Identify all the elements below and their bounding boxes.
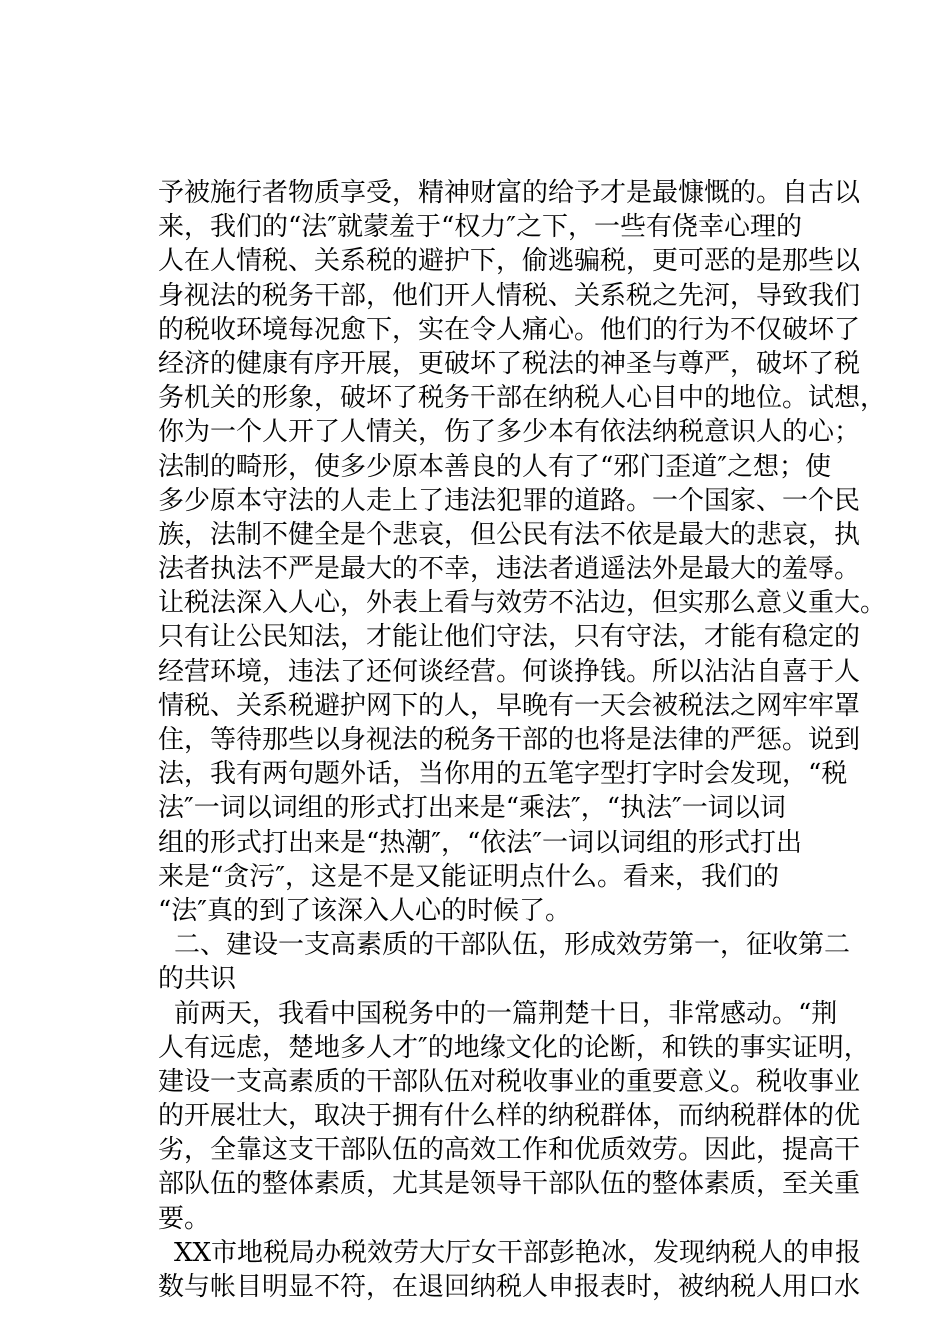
text-line: 只有让公民知法，才能让他们守法，只有守法，才能有稳定的 [158,622,861,653]
text-line: “法″真的到了该深入人心的时候了。 [158,895,572,926]
text-line: 住，等待那些以身视法的税务干部的也将是法律的严惩。说到 [158,725,861,755]
text-line: 组的形式打出来是“热潮″，“依法″一词以词组的形式打出 [158,827,803,858]
document-body [158,176,887,1304]
text-line: 法制的畸形，使多少原本善良的人有了“邪门歪道″之想；使 [158,451,832,482]
text-line: 劣，全靠这支干部队伍的高效工作和优质效劳。因此，提高干 [158,1135,861,1166]
text-line: 多少原本守法的人走上了违法犯罪的道路。一个国家、一个民 [158,485,861,516]
text-line: 人有远虑，楚地多人才″的地缘文化的论断，和铁的事实证明， [158,1032,870,1063]
text-line: 经营环境，违法了还何谈经营。何谈挣钱。所以沾沾自喜于人 [158,656,861,687]
text-line: 经济的健康有序开展，更破坏了税法的神圣与尊严，破坏了税 [158,348,861,379]
text-line: 让税法深入人心，外表上看与效劳不沾边，但实那么意义重大。 [158,588,887,619]
text-line: 建设一支高素质的干部队伍对税收事业的重要意义。税收事业 [158,1066,861,1097]
text-line: 部队伍的整体素质，尤其是领导干部队伍的整体素质，至关重 [158,1169,861,1200]
text-line: 的税收环境每况愈下，实在令人痛心。他们的行为不仅破坏了 [158,314,861,345]
text-line: 人在人情税、关系税的避护下，偷逃骗税，更可恶的是那些以 [158,246,861,277]
text-line: 数与帐目明显不符，在退回纳税人申报表时，被纳税人用口水 [158,1272,861,1302]
text-line: 来，我们的“法″就蒙羞于“权力″之下，一些有侥幸心理的 [158,212,803,243]
text-line: 的共识 [158,964,237,995]
section-heading: 二、建设一支高素质的干部队伍，形成效劳第一，征收第二 [174,930,851,961]
text-line: 务机关的形象，破坏了税务干部在纳税人心目中的地位。试想， [158,383,887,414]
text-line: 法，我有两句题外话，当你用的五笔字型打字时会发现，“税 [158,759,848,790]
text-line: 要。 [158,1203,211,1234]
text-line: 身视法的税务干部，他们开人情税、关系税之先河，导致我们 [158,280,861,311]
text-line: 予被施行者物质享受，精神财富的给予才是最慷慨的。自古以 [158,178,861,208]
text-line: 族，法制不健全是个悲哀，但公民有法不依是最大的悲哀，执 [158,519,861,550]
paragraph-start: 前两天，我看中国税务中的一篇荆楚十日，非常感动。“荆 [174,998,838,1029]
text-line: 法者执法不严是最大的不幸，违法者逍遥法外是最大的羞辱。 [158,554,861,585]
text-line: 法″一词以词组的形式打出来是“乘法″，“执法″一词以词 [158,793,786,824]
text-line: 你为一个人开了人情关，伤了多少本有依法纳税意识人的心； [158,417,861,448]
text-line: 的开展壮大，取决于拥有什么样的纳税群体，而纳税群体的优 [158,1101,861,1132]
text-line: 情税、关系税避护网下的人，早晚有一天会被税法之网牢牢罩 [158,690,861,721]
paragraph-start: XX市地税局办税效劳大厅女干部彭艳冰，发现纳税人的申报 [174,1237,862,1268]
text-line: 来是“贪污″，这是不是又能证明点什么。看来，我们的 [158,861,780,892]
